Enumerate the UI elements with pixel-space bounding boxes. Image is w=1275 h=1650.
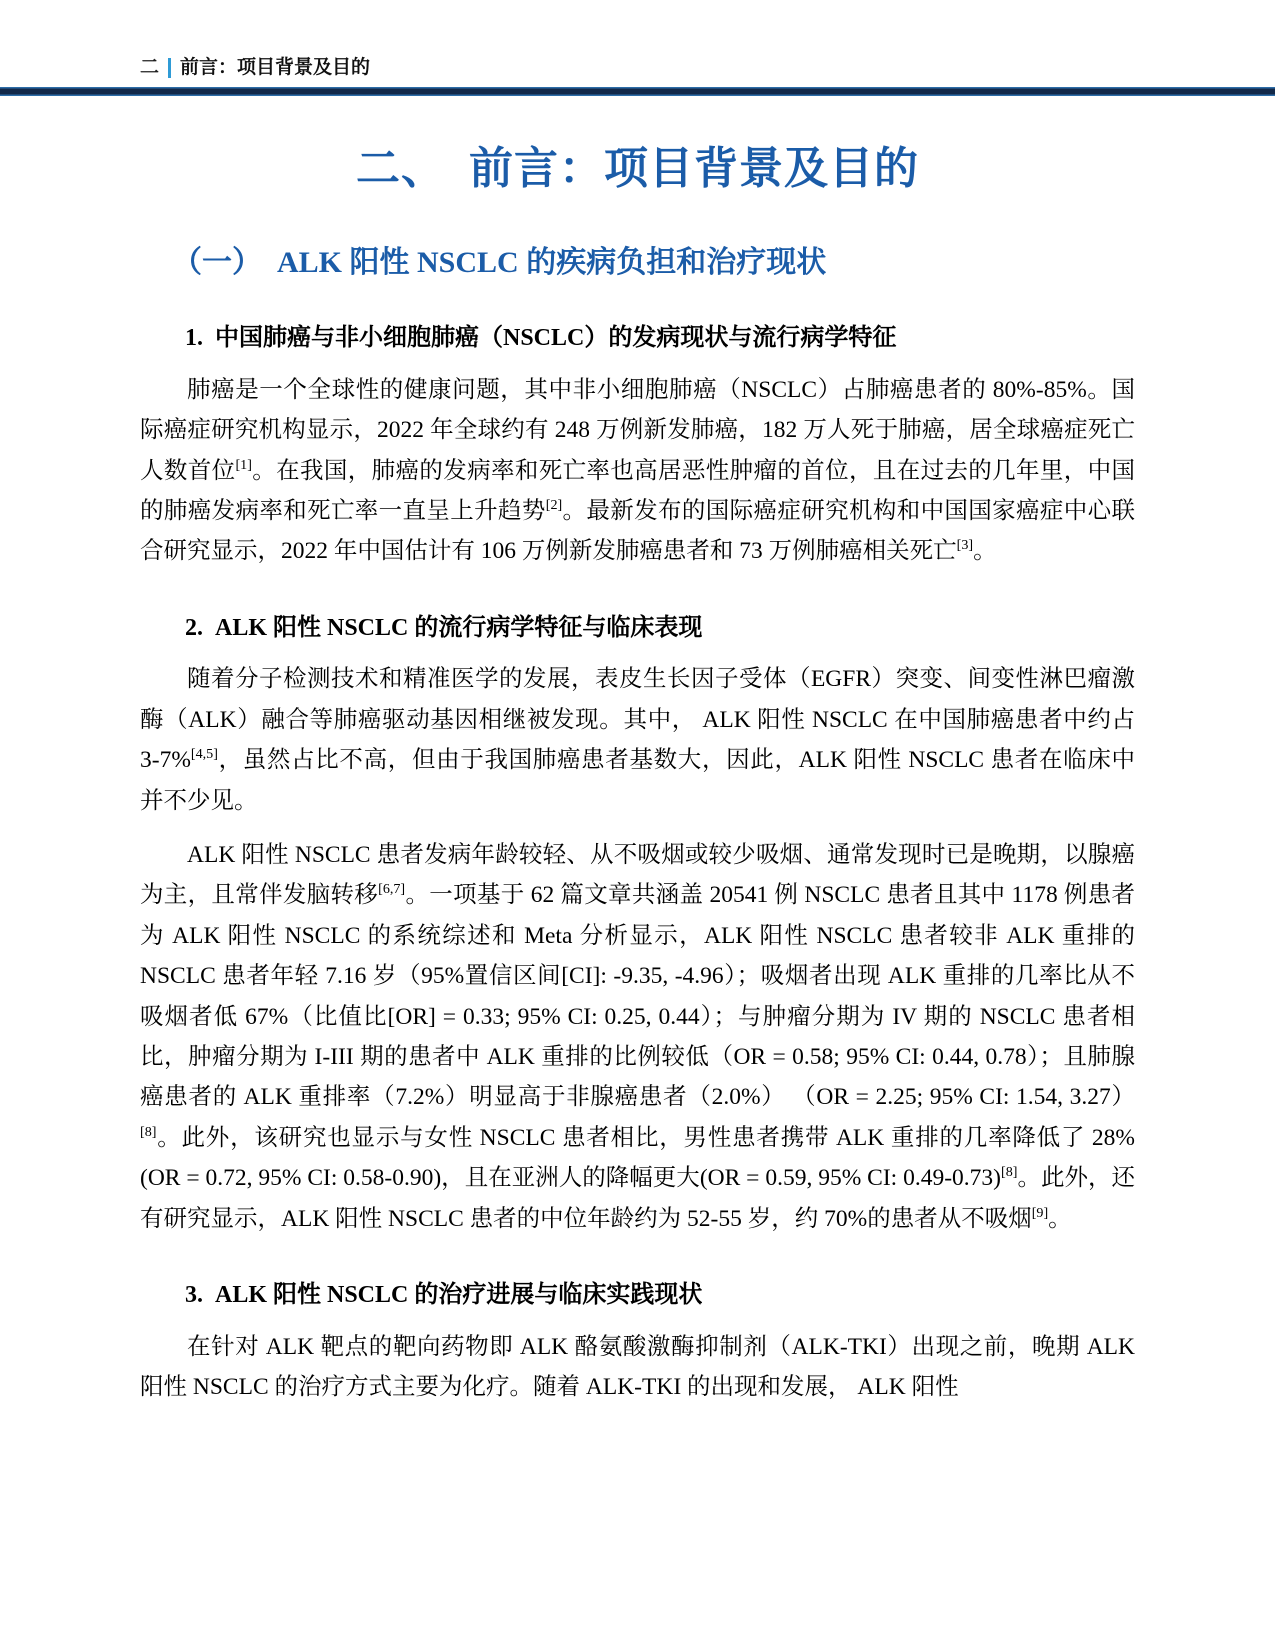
paragraph: 在针对 ALK 靶点的靶向药物即 ALK 酪氨酸激酶抑制剂（ALK-TKI）出现之前，晚期 ALK 阳性 NSCLC 的治疗方式主要为化疗。随着 ALK-TKI 的出现和发展， ALK 阳性 xyxy=(140,1333,1135,1401)
subsection-alk-treatment xyxy=(140,1279,1135,1407)
header-chapter-number: 二 xyxy=(140,57,160,78)
subsection-epidemiology-china xyxy=(140,322,1135,572)
header-rule-line xyxy=(0,87,1275,96)
paragraph: ALK 阳性 NSCLC 患者发病年龄较轻、从不吸烟或较少吸烟、通常发现时已是晚期，以腺癌为主，且常伴发脑转移[6,7]。一项基于 62 篇文章共涵盖 20541 例 NSCLC 患者且其中 1178 例患者为 ALK 阳性 NSCLC 的系统综述和 Meta 分析显示，ALK 阳性 NSCLC 患者较非 ALK 重排的 NSCLC 患者年轻 7.16 岁（95%置信区间[CI]: -9.35, -4.96）；吸烟者出现 ALK 重排的几率比从不吸烟者低 67%（比值比[OR] = 0.33; 95% CI: 0.25, 0.44）；与肿瘤分期为 IV 期的 NSCLC 患者相比，肿瘤分期为 I-III 期的患者中 ALK 重排的比例较低（OR = 0.58; 95% CI: 0.44, 0.78）；且肺腺癌患者的 ALK 重排率（7.2%）明显高于非腺癌患者（2.0%） （OR = 2.25; 95% CI: 1.54, 3.27）[8]。此外，该研究也显示与女性 NSCLC 患者相比，男性患者携带 ALK 重排的几率降低了 28% (OR = 0.72, 95% CI: 0.58-0.90)，且在亚洲人的降幅更大(OR = 0.59, 95% CI: 0.49-0.73)[8]。此外，还有研究显示，ALK 阳性 NSCLC 患者的中位年龄约为 52-55 岁，约 70%的患者从不吸烟[9]。 xyxy=(140,842,1136,1232)
paragraph: 随着分子检测技术和精准医学的发展，表皮生长因子受体（EGFR）突变、间变性淋巴瘤激酶（ALK）融合等肺癌驱动基因相继被发现。其中， ALK 阳性 NSCLC 在中国肺癌患者中约占 3-7%[4,5]，虽然占比不高，但由于我国肺癌患者基数大，因此，ALK 阳性 NSCLC 患者在临床中并不少见。 xyxy=(140,666,1135,814)
document-body xyxy=(0,322,1275,1407)
paragraph: 肺癌是一个全球性的健康问题，其中非小细胞肺癌（NSCLC）占肺癌患者的 80%-85%。国际癌症研究机构显示，2022 年全球约有 248 万例新发肺癌，182 万人死于肺癌，居全球癌症死亡人数首位[1]。在我国，肺癌的发病率和死亡率也高居恶性肿瘤的首位，且在过去的几年里，中国的肺癌发病率和死亡率一直呈上升趋势[2]。最新发布的国际癌症研究机构和中国国家癌症中心联合研究显示，2022 年中国估计有 106 万例新发肺癌患者和 73 万例肺癌相关死亡[3]。 xyxy=(140,376,1136,565)
subsection-heading: 1. 中国肺癌与非小细胞肺癌（NSCLC）的发病现状与流行病学特征 xyxy=(185,325,897,352)
header-section-title: 前言：项目背景及目的 xyxy=(180,57,371,78)
subsection-heading: 3. ALK 阳性 NSCLC 的治疗进展与临床实践现状 xyxy=(185,1282,703,1309)
header-separator-bar xyxy=(168,58,171,78)
subsection-heading: 2. ALK 阳性 NSCLC 的流行病学特征与临床表现 xyxy=(185,614,703,641)
running-header xyxy=(0,0,1275,87)
section-heading: （一） ALK 阳性 NSCLC 的疾病负担和治疗现状 xyxy=(172,246,827,280)
subsection-alk-epidemiology xyxy=(140,612,1135,1239)
page-title: 二、 前言：项目背景及目的 xyxy=(356,144,919,193)
